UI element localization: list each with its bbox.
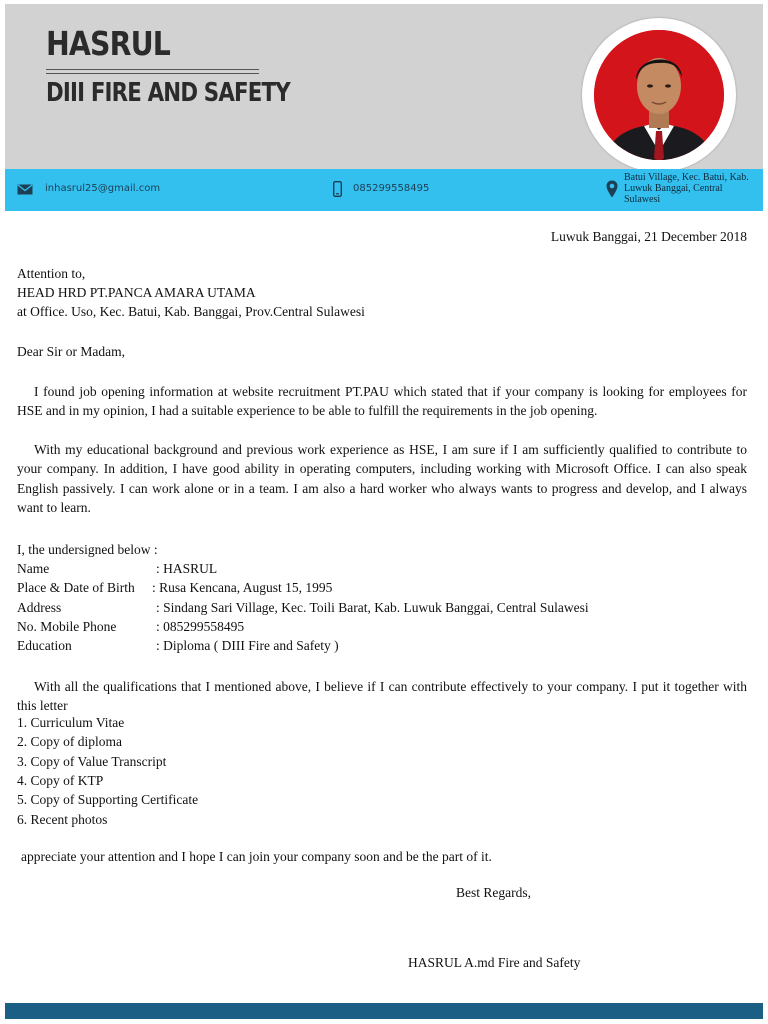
office-line: at Office. Uso, Kec. Batui, Kab. Banggai, Prov.Central Sulawesi bbox=[17, 304, 365, 319]
applicant-title: DIII FIRE AND SAFETY bbox=[46, 78, 290, 108]
header-address: Batui Village, Kec. Batui, Kab. Luwuk Banggai, Central Sulawesi bbox=[624, 172, 749, 205]
undersigned-line: I, the undersigned below : bbox=[17, 542, 158, 557]
paragraph-background: With my educational background and previous work experience as HSE, I am sure if I am sufficiently qualified to contribute to your company. In addition, I have good ability in operating computers, including working with Microsoft Office. I can also speak English passively. I can work alone or in a team. I am also a hard worker who always wants to progress and develop, and I always want to learn. bbox=[17, 442, 747, 516]
recipient-line: HEAD HRD PT.PANCA AMARA UTAMA bbox=[17, 285, 256, 300]
list-item: 1. Curriculum Vitae bbox=[17, 715, 125, 730]
detail-value: : 085299558495 bbox=[156, 619, 245, 634]
divider-line bbox=[46, 73, 259, 74]
detail-label: Education bbox=[17, 638, 72, 653]
list-item: 5. Copy of Supporting Certificate bbox=[17, 792, 199, 807]
paragraph-intro: I found job opening information at website recruitment PT.PAU which stated that if your company is looking for employees for HSE and in my opinion, I had a suitable experience to be able to fulfill the requirements in the job opening. bbox=[17, 384, 747, 419]
list-item: 4. Copy of KTP bbox=[17, 773, 104, 788]
phone-number[interactable]: 085299558495 bbox=[353, 183, 430, 194]
signature-line: HASRUL A.md Fire and Safety bbox=[408, 955, 581, 970]
person-portrait-icon bbox=[594, 30, 724, 160]
email-address[interactable]: inhasrul25@gmail.com bbox=[45, 183, 161, 194]
attention-line: Attention to, bbox=[17, 266, 86, 281]
letter-date: Luwuk Banggai, 21 December 2018 bbox=[550, 229, 747, 244]
location-pin-icon bbox=[606, 180, 618, 198]
list-item: 6. Recent photos bbox=[17, 812, 108, 827]
contact-bar bbox=[5, 169, 763, 211]
profile-photo bbox=[594, 30, 724, 160]
profile-photo-frame bbox=[582, 18, 736, 172]
detail-label: Place & Date of Birth bbox=[17, 580, 135, 595]
phone-icon bbox=[333, 181, 342, 197]
salutation: Dear Sir or Madam, bbox=[17, 344, 125, 359]
detail-label: Address bbox=[17, 600, 62, 615]
detail-label: No. Mobile Phone bbox=[17, 619, 117, 634]
list-item: 2. Copy of diploma bbox=[17, 734, 122, 749]
list-item: 3. Copy of Value Transcript bbox=[17, 754, 167, 769]
detail-value: : Rusa Kencana, August 15, 1995 bbox=[152, 580, 333, 595]
detail-value: : Sindang Sari Village, Kec. Toili Barat, Kab. Luwuk Banggai, Central Sulawesi bbox=[156, 600, 589, 615]
detail-value: : Diploma ( DIII Fire and Safety ) bbox=[156, 638, 339, 653]
email-icon bbox=[17, 184, 33, 195]
applicant-name: HASRUL bbox=[46, 24, 170, 63]
detail-value: : HASRUL bbox=[156, 561, 218, 576]
footer-bar bbox=[5, 1003, 763, 1019]
closing-line: appreciate your attention and I hope I can join your company soon and be the part of it. bbox=[21, 849, 492, 864]
regards-line: Best Regards, bbox=[456, 885, 531, 900]
header-banner bbox=[5, 4, 763, 169]
paragraph-qualifications: With all the qualifications that I mentioned above, I believe if I can contribute effectively to your company. I put it together with this letter bbox=[17, 679, 747, 714]
detail-label: Name bbox=[17, 561, 50, 576]
divider-line bbox=[46, 69, 259, 70]
